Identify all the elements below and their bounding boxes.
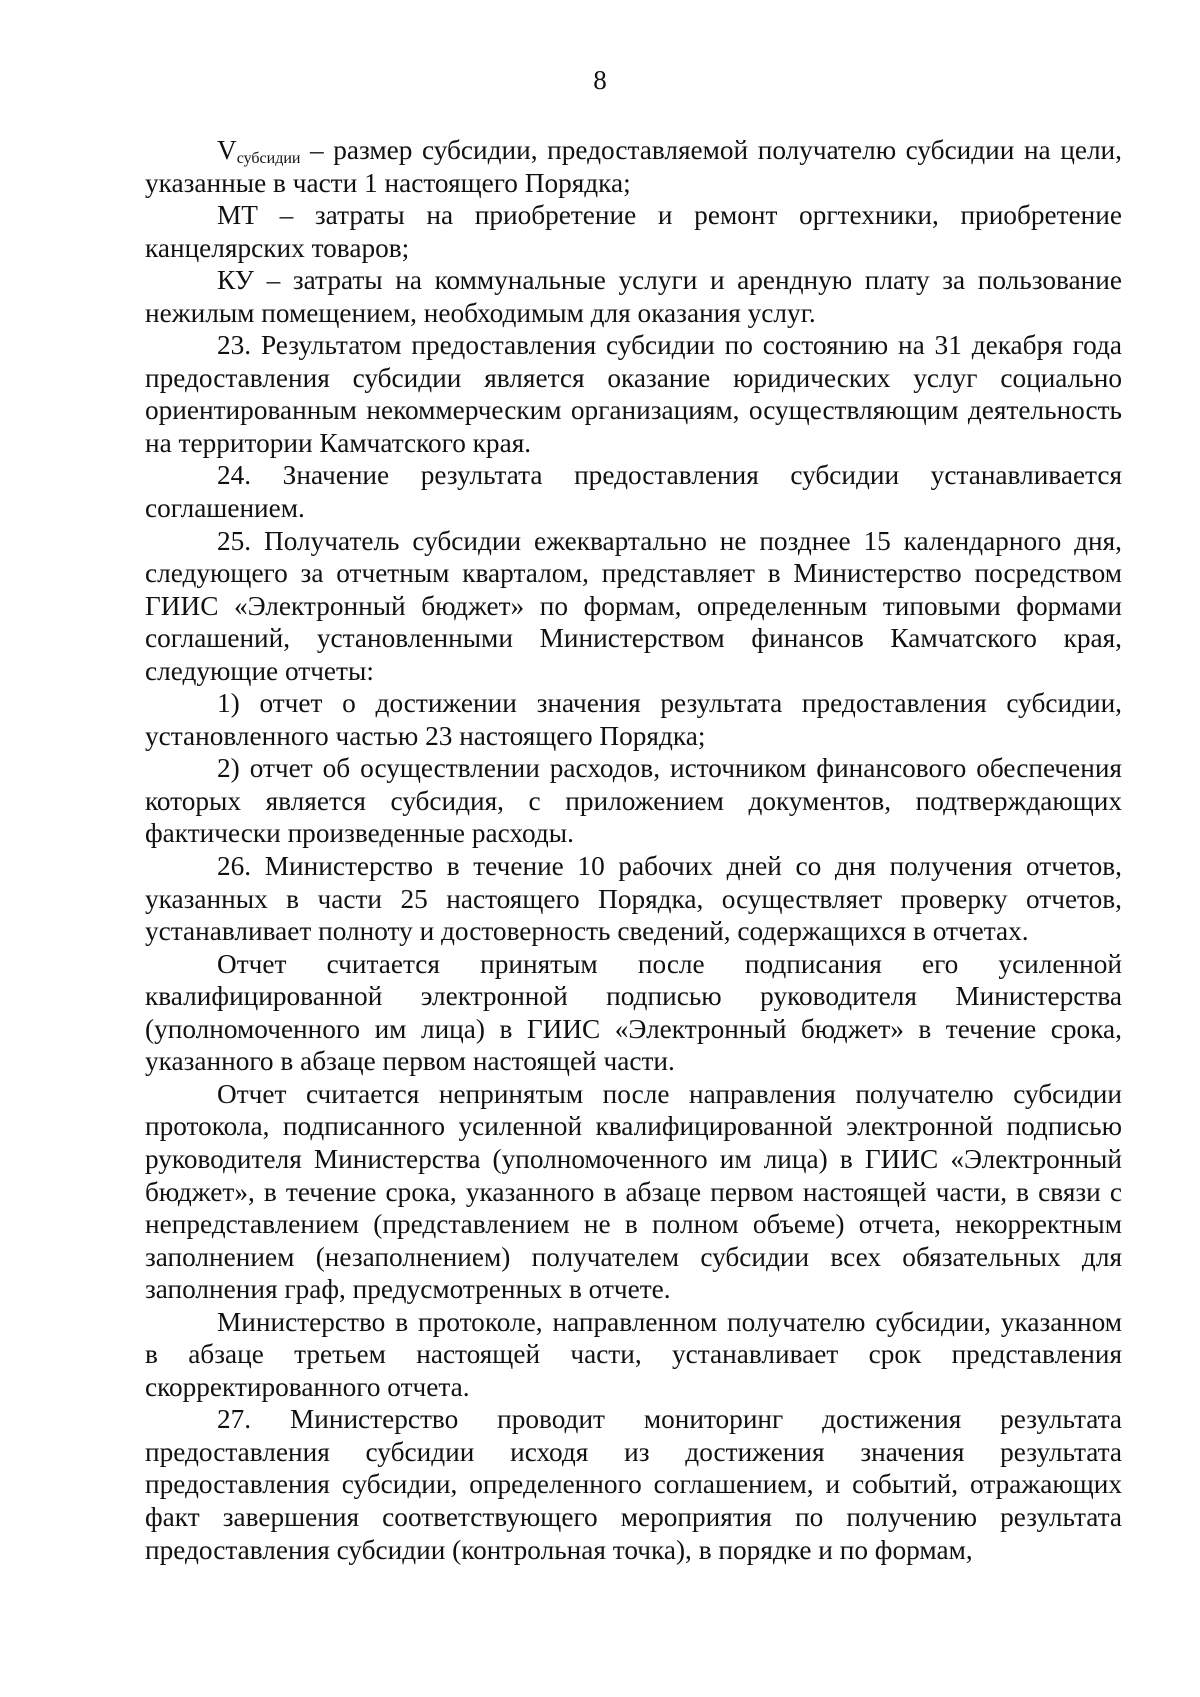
paragraph-ku: КУ – затраты на коммунальные услуги и арендную плату за пользование нежилым помещением, необходимым для оказания услуг.	[145, 265, 1122, 328]
paragraph-text: – размер субсидии, предоставляемой получателю субсидии на цели, указанные в части 1 настоящего Порядка;	[145, 135, 1122, 198]
paragraph-24: 24. Значение результата предоставления субсидии устанавливается соглашением.	[145, 460, 1122, 524]
paragraph-26-rejected: Отчет считается непринятым после направления получателю субсидии протокола, подписанного усиленной квалифицированной электронной подписью руководителя Министерства (уполномоченного им лица) в ГИИС «Электронный бюджет», в течение срока, указанного в абзаце первом настоящей части, в связи с непредставлением (представлением не в полном объеме) отчета, некорректным заполнением (незаполнением) получателем субсидии всех обязательных для заполнения граф, предусмотренных в отчете.	[145, 1078, 1122, 1305]
variable-subscript: субсидии	[236, 150, 301, 167]
paragraph-25: 25. Получатель субсидии ежеквартально не позднее 15 календарного дня, следующего за отчетным кварталом, представляет в Министерство посредством ГИИС «Электронный бюджет» по формам, определенным типовыми формами соглашений, установленными Министерством финансов Камчатского края, следующие отчеты:	[145, 525, 1122, 686]
paragraph-23: 23. Результатом предоставления субсидии по состоянию на 31 декабря года предоставления субсидии является оказание юридических услуг социально ориентированным некоммерческим организациям, осуществляющим деятельность на территории Камчатского края.	[145, 330, 1122, 458]
paragraph-26-protocol: Министерство в протоколе, направленном получателю субсидии, указанном в абзаце третьем настоящей части, устанавливает срок представления скорректированного отчета.	[145, 1306, 1122, 1402]
paragraph-v-subsidy	[145, 134, 1122, 199]
paragraph-27: 27. Министерство проводит мониторинг достижения результата предоставления субсидии исходя из достижения значения результата предоставления субсидии, определенного соглашением, и событий, отражающих факт завершения соответствующего мероприятия по получению результата предоставления субсидии (контрольная точка), в порядке и по формам,	[145, 1404, 1122, 1565]
paragraph-25-item-2: 2) отчет об осуществлении расходов, источником финансового обеспечения которых является субсидия, с приложением документов, подтверждающих фактически произведенные расходы.	[145, 753, 1122, 849]
paragraph-mt: МТ – затраты на приобретение и ремонт оргтехники, приобретение канцелярских товаров;	[145, 200, 1122, 263]
variable-symbol: V	[217, 135, 237, 165]
paragraph-26-accepted: Отчет считается принятым после подписания его усиленной квалифицированной электронной подписью руководителя Министерства (уполномоченного им лица) в ГИИС «Электронный бюджет» в течение срока, указанного в абзаце первом настоящей части.	[145, 948, 1122, 1077]
paragraph-25-item-1: 1) отчет о достижении значения результата предоставления субсидии, установленного частью 23 настоящего Порядка;	[145, 688, 1122, 751]
paragraph-26: 26. Министерство в течение 10 рабочих дней со дня получения отчетов, указанных в части 25 настоящего Порядка, осуществляет проверку отчетов, устанавливает полноту и достоверность сведений, содержащихся в отчетах.	[145, 851, 1122, 947]
page-number: 8	[593, 65, 607, 95]
document-body	[145, 134, 1122, 1566]
